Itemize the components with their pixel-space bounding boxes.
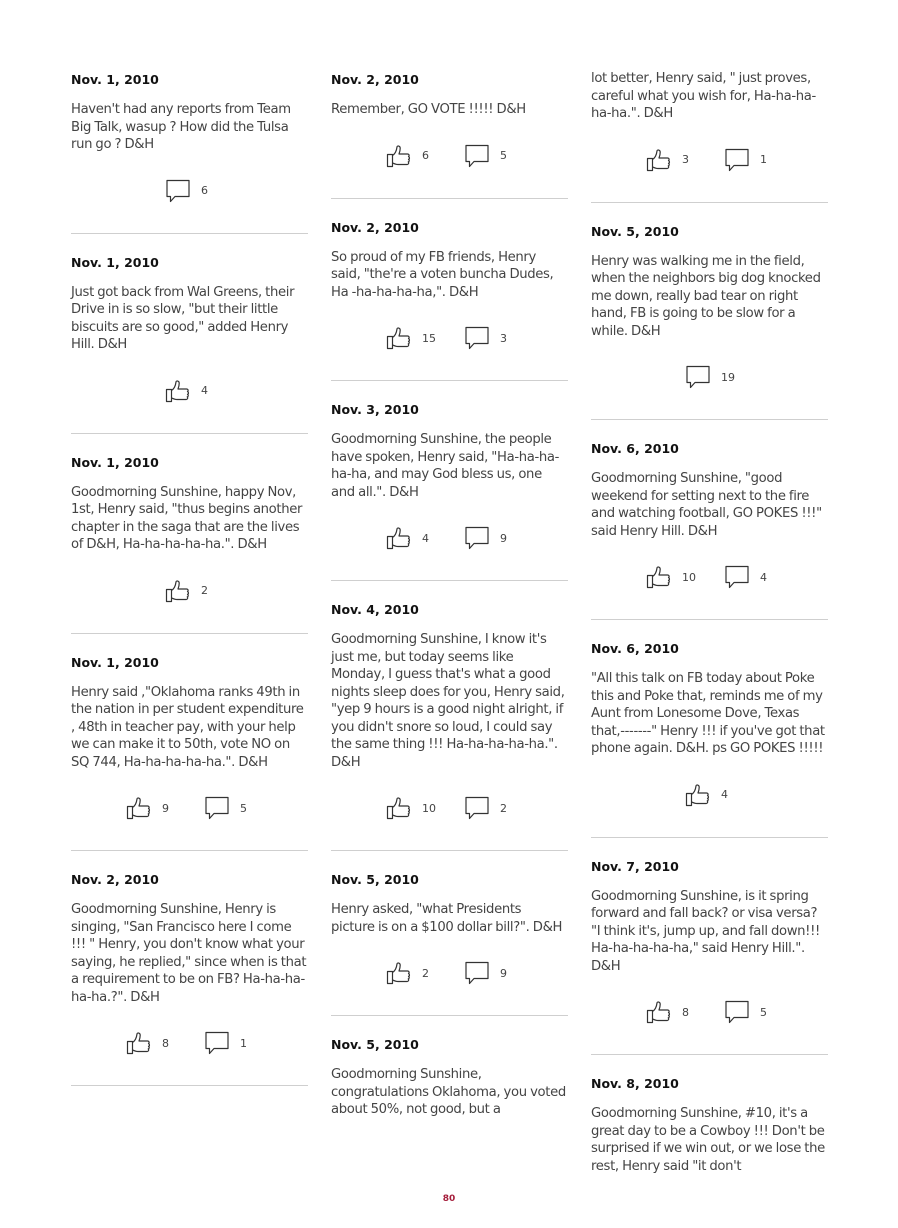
like-button[interactable] [386, 325, 436, 351]
post-date: Nov. 2, 2010 [331, 72, 419, 87]
post [591, 439, 828, 620]
comment-count: 6 [201, 184, 208, 197]
post-reactions [591, 123, 828, 202]
like-button[interactable] [386, 525, 429, 551]
speech-bubble-icon [464, 525, 490, 551]
like-count: 9 [162, 801, 169, 815]
comment-button[interactable] [204, 795, 247, 821]
thumbs-up-icon [685, 782, 711, 808]
like-count: 2 [422, 966, 429, 980]
comment-button[interactable] [204, 1030, 247, 1056]
post-date: Nov. 5, 2010 [331, 1037, 419, 1052]
post-text: Goodmorning Sunshine, I know it's just me, but today seems like Monday, I guess that's what a good nights sleep does for you, Henry said, "yep 9 hours is a good night alright, if you didn't snore so loud, I could say the same thing !!! Ha-ha-ha-ha-ha.". D&H [331, 632, 565, 770]
speech-bubble-icon [204, 795, 230, 821]
post [591, 222, 828, 421]
post [591, 1074, 828, 1175]
post-text: Goodmorning Sunshine, Henry is singing, "San Francisco here I come !!! " Henry, you don't know what your saying, he replied," since when is that a requirement to be on FB? Ha-ha-ha-ha-ha.?". D&H [71, 902, 307, 1005]
speech-bubble-icon [204, 1030, 230, 1056]
thumbs-up-icon [386, 525, 412, 551]
post-reactions [331, 119, 568, 198]
thumbs-up-icon [646, 564, 672, 590]
like-count: 6 [422, 149, 429, 162]
like-button[interactable] [126, 1030, 169, 1056]
like-button[interactable] [165, 578, 208, 604]
column-3 [591, 70, 828, 1175]
speech-bubble-icon [685, 364, 711, 390]
column-2 [331, 70, 568, 1119]
like-button[interactable] [126, 795, 169, 821]
post-reactions [71, 154, 308, 233]
column-1 [71, 70, 308, 1105]
like-count: 15 [422, 331, 436, 345]
post-date: Nov. 6, 2010 [591, 641, 679, 656]
post-reactions [71, 771, 308, 850]
post-text: lot better, Henry said, " just proves, careful what you wish for, Ha-ha-ha-ha-ha.". D&H [591, 71, 816, 121]
post-date: Nov. 5, 2010 [591, 223, 679, 239]
post [331, 1035, 568, 1119]
post-reactions [591, 540, 828, 619]
post-text: Goodmorning Sunshine, is it spring forward and fall back? or visa versa? "I think it's, jump up, and fall down!!! Ha-ha-ha-ha-ha," said Henry Hill.". D&H [591, 888, 820, 974]
speech-bubble-icon [464, 325, 490, 351]
thumbs-up-icon [646, 147, 672, 173]
comment-count: 9 [500, 966, 507, 980]
post-date: Nov. 6, 2010 [591, 441, 679, 456]
comment-button[interactable] [464, 143, 507, 169]
post-reactions [71, 1006, 308, 1085]
like-button[interactable] [646, 999, 689, 1025]
comment-button[interactable] [464, 325, 507, 351]
post [71, 70, 308, 234]
post-reactions [71, 554, 308, 633]
thumbs-up-icon [165, 578, 191, 604]
post [591, 857, 828, 1056]
post-text: "All this talk on FB today about Poke this and Poke that, reminds me of my Aunt from Lonesome Dove, Texas that,-------" Henry !!! if you've got that phone again. D&H. ps GO POKES !!!!! [591, 671, 825, 756]
comment-button[interactable] [165, 178, 208, 204]
post-text: Haven't had any reports from Team Big Talk, wasup ? How did the Tulsa run go ? D&H [71, 102, 291, 152]
thumbs-up-icon [126, 1030, 152, 1056]
like-button[interactable] [646, 147, 689, 173]
like-count: 10 [422, 801, 436, 815]
post-reactions [591, 975, 828, 1054]
post [591, 639, 828, 838]
post-date: Nov. 3, 2010 [331, 402, 419, 417]
like-count: 2 [201, 584, 208, 597]
like-count: 8 [162, 1036, 169, 1050]
post [331, 600, 568, 851]
post [71, 870, 308, 1086]
post [331, 218, 568, 382]
like-button[interactable] [386, 795, 436, 821]
speech-bubble-icon [464, 143, 490, 169]
post-text: Just got back from Wal Greens, their Drive in is so slow, "but their little biscuits are so good," added Henry Hill. D&H [71, 284, 295, 352]
like-count: 4 [201, 384, 208, 397]
post-reactions [591, 340, 828, 419]
thumbs-up-icon [646, 999, 672, 1025]
post [71, 653, 308, 852]
post-continuation [591, 70, 828, 203]
post-text: So proud of my FB friends, Henry said, "the're a voten buncha Dudes, Ha -ha-ha-ha-ha,". D&H [331, 249, 554, 300]
like-count: 4 [422, 531, 429, 545]
thumbs-up-icon [386, 143, 412, 169]
post-text: Goodmorning Sunshine, the people have spoken, Henry said, "Ha-ha-ha-ha-ha, and may God bless us, one and all.". D&H [331, 432, 560, 500]
post-text: Goodmorning Sunshine, #10, it's a great day to be a Cowboy !!! Don't be surprised if we win out, or we lose the rest, Henry said "it don't [591, 1106, 825, 1174]
thumbs-up-icon [386, 960, 412, 986]
speech-bubble-icon [724, 999, 750, 1025]
comment-button[interactable] [724, 564, 767, 590]
post [331, 70, 568, 199]
thumbs-up-icon [386, 325, 412, 351]
post [331, 870, 568, 1016]
comment-button[interactable] [685, 364, 735, 390]
post-reactions [71, 354, 308, 433]
post-date: Nov. 1, 2010 [71, 254, 159, 270]
post-date: Nov. 8, 2010 [591, 1076, 679, 1091]
post-date: Nov. 1, 2010 [71, 72, 159, 87]
comment-count: 4 [760, 570, 767, 584]
like-button[interactable] [646, 564, 696, 590]
like-button[interactable] [685, 782, 728, 808]
post-reactions [331, 501, 568, 580]
like-button[interactable] [165, 378, 208, 404]
post-date: Nov. 1, 2010 [71, 654, 159, 670]
like-button[interactable] [386, 960, 429, 986]
comment-count: 1 [760, 153, 767, 166]
post [71, 253, 308, 434]
post-reactions [331, 771, 568, 850]
comment-count: 19 [721, 370, 735, 384]
speech-bubble-icon [464, 795, 490, 821]
post-date: Nov. 7, 2010 [591, 858, 679, 874]
speech-bubble-icon [165, 178, 191, 204]
like-count: 10 [682, 570, 696, 584]
post [71, 453, 308, 634]
speech-bubble-icon [724, 147, 750, 173]
comment-count: 2 [500, 801, 507, 815]
thumbs-up-icon [126, 795, 152, 821]
comment-button[interactable] [464, 960, 507, 986]
post-reactions [331, 301, 568, 380]
post-reactions [591, 758, 828, 837]
comment-button[interactable] [724, 147, 767, 173]
comment-count: 1 [240, 1036, 247, 1050]
comment-count: 3 [500, 331, 507, 345]
comment-button[interactable] [464, 525, 507, 551]
post-text: Goodmorning Sunshine, "good weekend for setting next to the fire and watching football, GO POKES !!!" said Henry Hill. D&H [591, 471, 822, 539]
comment-count: 5 [760, 1005, 767, 1019]
post-text: Goodmorning Sunshine, happy Nov, 1st, Henry said, "thus begins another chapter in the saga that are the lives of D&H, Ha-ha-ha-ha-ha.". D&H [71, 484, 303, 552]
post-date: Nov. 4, 2010 [331, 602, 419, 617]
page-number: 80 [442, 1194, 456, 1204]
post-date: Nov. 1, 2010 [71, 454, 159, 470]
like-button[interactable] [386, 143, 429, 169]
post-date: Nov. 5, 2010 [331, 872, 419, 887]
comment-button[interactable] [724, 999, 767, 1025]
comment-count: 5 [240, 801, 247, 815]
speech-bubble-icon [464, 960, 490, 986]
post-text: Goodmorning Sunshine, congratulations Oklahoma, you voted about 50%, not good, but a [331, 1067, 566, 1117]
comment-count: 5 [500, 149, 507, 162]
like-count: 3 [682, 153, 689, 166]
comment-button[interactable] [464, 795, 507, 821]
post-reactions [331, 936, 568, 1015]
comment-count: 9 [500, 531, 507, 545]
speech-bubble-icon [724, 564, 750, 590]
post-text: Henry was walking me in the field, when the neighbors big dog knocked me down, really bad tear on right hand, FB is going to be slow for a while. D&H [591, 253, 821, 339]
thumbs-up-icon [386, 795, 412, 821]
thumbs-up-icon [165, 378, 191, 404]
post-text: Henry asked, "what Presidents picture is on a $100 dollar bill?". D&H [331, 902, 563, 935]
post-text: Remember, GO VOTE !!!!! D&H [331, 102, 526, 117]
post [331, 400, 568, 581]
post-text: Henry said ,"Oklahoma ranks 49th in the nation in per student expenditure , 48th in teacher pay, with your help we can make it to 50th, vote NO on SQ 744, Ha-ha-ha-ha-ha.". D&H [71, 684, 304, 770]
like-count: 8 [682, 1005, 689, 1019]
post-date: Nov. 2, 2010 [331, 219, 419, 235]
like-count: 4 [721, 788, 728, 801]
post-date: Nov. 2, 2010 [71, 872, 159, 887]
